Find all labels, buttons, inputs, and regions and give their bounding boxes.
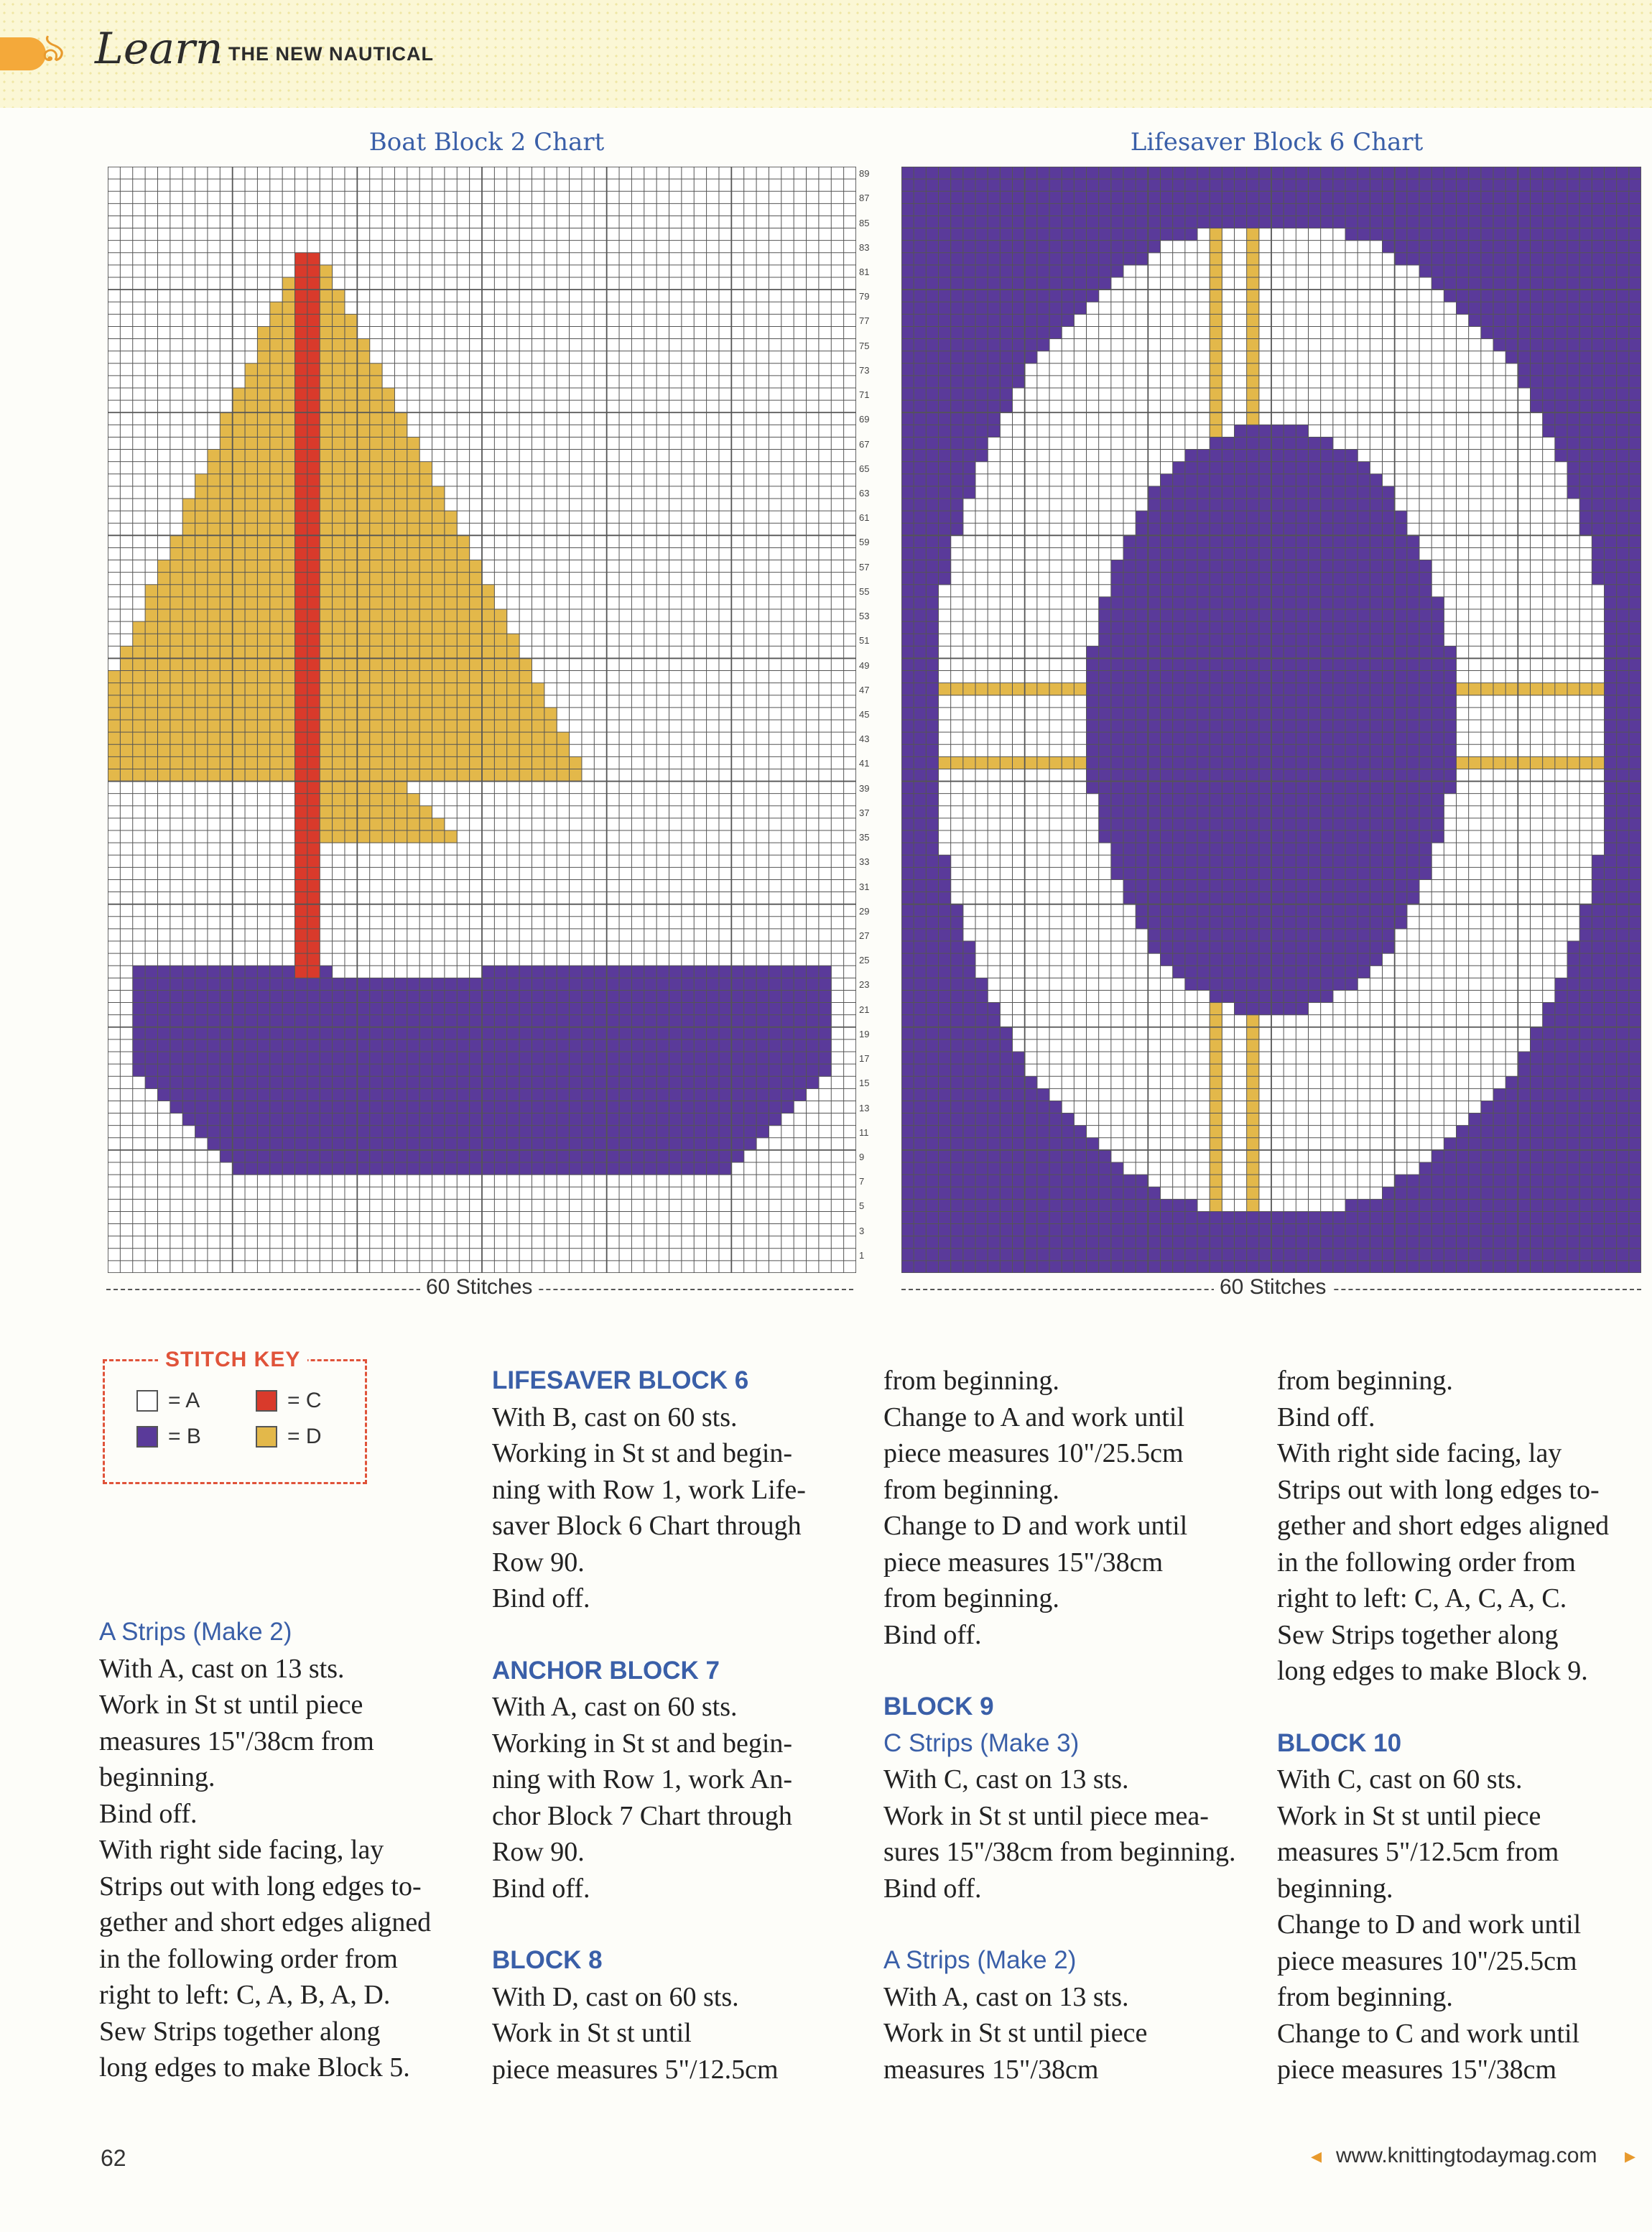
text-line: With A, cast on 60 sts. <box>492 1692 738 1722</box>
text-line: Change to A and work until <box>883 1402 1185 1432</box>
text-line: from beginning. <box>883 1366 1059 1396</box>
column-4 <box>1277 1363 1651 2088</box>
column-1 <box>99 1614 473 2086</box>
swatch-d <box>256 1426 277 1448</box>
text-line: beginning. <box>99 1762 215 1792</box>
row-number: 33 <box>859 856 870 868</box>
text-line: right to left: C, A, B, A, D. <box>99 1980 391 2010</box>
row-number: 61 <box>859 512 870 524</box>
row-number: 53 <box>859 611 870 622</box>
row-number: 29 <box>859 905 870 917</box>
block9-heading: BLOCK 9 <box>883 1692 994 1721</box>
row-number: 73 <box>859 364 870 376</box>
text-line: With D, cast on 60 sts. <box>492 1981 739 2012</box>
row-number: 17 <box>859 1053 870 1065</box>
text-line: piece measures 5"/12.5cm <box>492 2054 779 2085</box>
text-line: piece measures 15"/38cm <box>1277 2055 1557 2085</box>
row-number: 87 <box>859 193 870 204</box>
row-number: 3 <box>859 1225 865 1236</box>
row-number-column <box>855 167 891 1273</box>
column-3 <box>883 1363 1257 2088</box>
text-line: sures 15"/38cm from beginning. <box>883 1837 1236 1867</box>
row-number: 13 <box>859 1102 870 1113</box>
text-line: Change to D and work until <box>883 1511 1188 1541</box>
key-item-c <box>256 1389 322 1413</box>
header-learn: Learn <box>95 24 223 74</box>
row-number: 75 <box>859 340 870 351</box>
text-line: Work in St st until piece <box>883 2018 1148 2048</box>
text-line: Sew Strips together along <box>99 2016 381 2047</box>
text-line: long edges to make Block 5. <box>99 2052 410 2083</box>
key-label-a: = A <box>168 1389 200 1412</box>
text-line: from beginning. <box>1277 1366 1453 1396</box>
text-line: in the following order from <box>1277 1547 1576 1578</box>
block10-heading: BLOCK 10 <box>1277 1728 1402 1757</box>
text-line: right to left: C, A, C, A, C. <box>1277 1583 1567 1613</box>
text-line: from beginning. <box>883 1474 1059 1505</box>
row-number: 63 <box>859 488 870 499</box>
a-strips-heading-2: A Strips (Make 2) <box>883 1946 1077 1974</box>
text-line: gether and short edges aligned <box>99 1907 432 1937</box>
section-title: THE NEW NAUTICAL <box>228 43 434 65</box>
row-number: 43 <box>859 733 870 745</box>
row-number: 47 <box>859 684 870 695</box>
text-line: Bind off. <box>1277 1402 1375 1432</box>
text-line: Change to C and work until <box>1277 2018 1580 2049</box>
text-line: With A, cast on 13 sts. <box>883 1981 1129 2012</box>
stitch-key-box <box>103 1359 367 1484</box>
row-number: 25 <box>859 955 870 966</box>
lifesaver-chart <box>901 167 1641 1273</box>
lifesaver-block-heading: LIFESAVER BLOCK 6 <box>492 1366 749 1394</box>
row-number: 7 <box>859 1176 865 1187</box>
text-line: Working in St st and begin- <box>492 1728 793 1759</box>
url-arrow-right-icon: ▸ <box>1625 2144 1636 2169</box>
row-number: 79 <box>859 291 870 302</box>
text-line: Bind off. <box>492 1873 590 1904</box>
anchor-block-heading: ANCHOR BLOCK 7 <box>492 1656 720 1685</box>
text-line: Row 90. <box>492 1837 585 1867</box>
text-line: piece measures 15"/38cm <box>883 1547 1164 1578</box>
row-number: 65 <box>859 463 870 474</box>
swirl-icon: ঌ <box>42 25 65 70</box>
row-number: 1 <box>859 1249 865 1261</box>
row-number: 35 <box>859 832 870 843</box>
header-tab <box>0 37 46 70</box>
lifesaver-stitch-count: 60 Stitches <box>1214 1275 1332 1300</box>
key-item-b <box>136 1425 201 1449</box>
key-item-a <box>136 1389 200 1413</box>
stitch-key-title: STITCH KEY <box>158 1348 307 1372</box>
text-line: measures 15"/38cm <box>883 2054 1099 2085</box>
text-line: Bind off. <box>883 1873 982 1904</box>
row-number: 67 <box>859 438 870 450</box>
text-line: measures 5"/12.5cm from <box>1277 1837 1559 1867</box>
key-item-d <box>256 1425 322 1449</box>
boat-chart-title: Boat Block 2 Chart <box>368 128 605 157</box>
row-number: 39 <box>859 782 870 794</box>
text-line: With right side facing, lay <box>1277 1438 1562 1468</box>
text-line: Bind off. <box>883 1619 982 1650</box>
text-line: gether and short edges aligned <box>1277 1511 1610 1541</box>
row-number: 57 <box>859 561 870 573</box>
page-number: 62 <box>101 2145 126 2171</box>
row-number: 31 <box>859 881 870 892</box>
row-number: 55 <box>859 585 870 597</box>
row-number: 15 <box>859 1078 870 1089</box>
text-line: ning with Row 1, work Life- <box>492 1474 806 1505</box>
row-number: 37 <box>859 807 870 818</box>
text-line: Sew Strips together along <box>1277 1619 1559 1650</box>
website-url[interactable]: www.knittingtodaymag.com <box>1336 2144 1597 2167</box>
text-line: long edges to make Block 9. <box>1277 1656 1588 1686</box>
c-strips-heading: C Strips (Make 3) <box>883 1728 1080 1757</box>
key-label-d: = D <box>287 1425 322 1448</box>
header-band <box>0 0 1652 108</box>
row-number: 81 <box>859 267 870 277</box>
swatch-c <box>256 1390 277 1412</box>
row-number: 41 <box>859 758 870 769</box>
row-number: 89 <box>859 168 870 180</box>
text-line: ning with Row 1, work An- <box>492 1764 792 1795</box>
text-line: Strips out with long edges to- <box>99 1871 422 1902</box>
text-line: Strips out with long edges to- <box>1277 1474 1600 1505</box>
block8-heading: BLOCK 8 <box>492 1946 603 1974</box>
row-number: 21 <box>859 1004 870 1015</box>
url-arrow-left-icon: ◂ <box>1311 2144 1322 2169</box>
row-number: 19 <box>859 1028 870 1039</box>
text-line: piece measures 10"/25.5cm <box>1277 1945 1577 1976</box>
row-number: 69 <box>859 414 870 425</box>
text-line: measures 15"/38cm from <box>99 1726 374 1756</box>
boat-chart <box>108 167 856 1273</box>
text-line: Bind off. <box>99 1798 198 1829</box>
key-label-c: = C <box>287 1389 322 1412</box>
text-line: Work in St st until <box>492 2018 692 2048</box>
swatch-a <box>136 1390 158 1412</box>
text-line: Work in St st until piece <box>1277 1800 1541 1831</box>
text-line: in the following order from <box>99 1943 398 1974</box>
a-strips-heading: A Strips (Make 2) <box>99 1618 292 1646</box>
row-number: 45 <box>859 709 870 720</box>
row-number: 9 <box>859 1152 865 1162</box>
row-number: 27 <box>859 930 870 941</box>
text-line: With right side facing, lay <box>99 1835 384 1865</box>
column-2 <box>492 1363 866 2088</box>
swatch-b <box>136 1426 158 1448</box>
row-number: 85 <box>859 217 870 228</box>
row-number: 83 <box>859 241 870 253</box>
text-line: With C, cast on 60 sts. <box>1277 1764 1523 1795</box>
text-line: piece measures 10"/25.5cm <box>883 1438 1184 1468</box>
text-line: chor Block 7 Chart through <box>492 1800 792 1831</box>
row-number: 23 <box>859 979 870 991</box>
text-line: Work in St st until piece mea- <box>883 1800 1209 1831</box>
text-line: from beginning. <box>883 1583 1059 1613</box>
text-line: Row 90. <box>492 1547 585 1578</box>
lifesaver-chart-title: Lifesaver Block 6 Chart <box>1130 128 1424 157</box>
boat-stitch-count: 60 Stitches <box>420 1275 538 1300</box>
key-label-b: = B <box>168 1425 201 1448</box>
row-number: 51 <box>859 635 870 647</box>
text-line: With B, cast on 60 sts. <box>492 1402 738 1432</box>
text-line: beginning. <box>1277 1873 1393 1904</box>
text-line: Change to D and work until <box>1277 1909 1582 1940</box>
text-line: With A, cast on 13 sts. <box>99 1653 345 1684</box>
row-number: 77 <box>859 315 870 327</box>
row-number: 49 <box>859 659 870 671</box>
row-number: 11 <box>859 1126 869 1138</box>
text-line: Working in St st and begin- <box>492 1438 793 1468</box>
row-number: 59 <box>859 537 870 548</box>
text-line: saver Block 6 Chart through <box>492 1511 802 1541</box>
text-line: Bind off. <box>492 1583 590 1613</box>
text-line: With C, cast on 13 sts. <box>883 1764 1129 1795</box>
text-line: from beginning. <box>1277 1982 1453 2012</box>
row-number: 5 <box>859 1200 865 1212</box>
text-line: Work in St st until piece <box>99 1690 363 1720</box>
row-number: 71 <box>859 389 870 401</box>
